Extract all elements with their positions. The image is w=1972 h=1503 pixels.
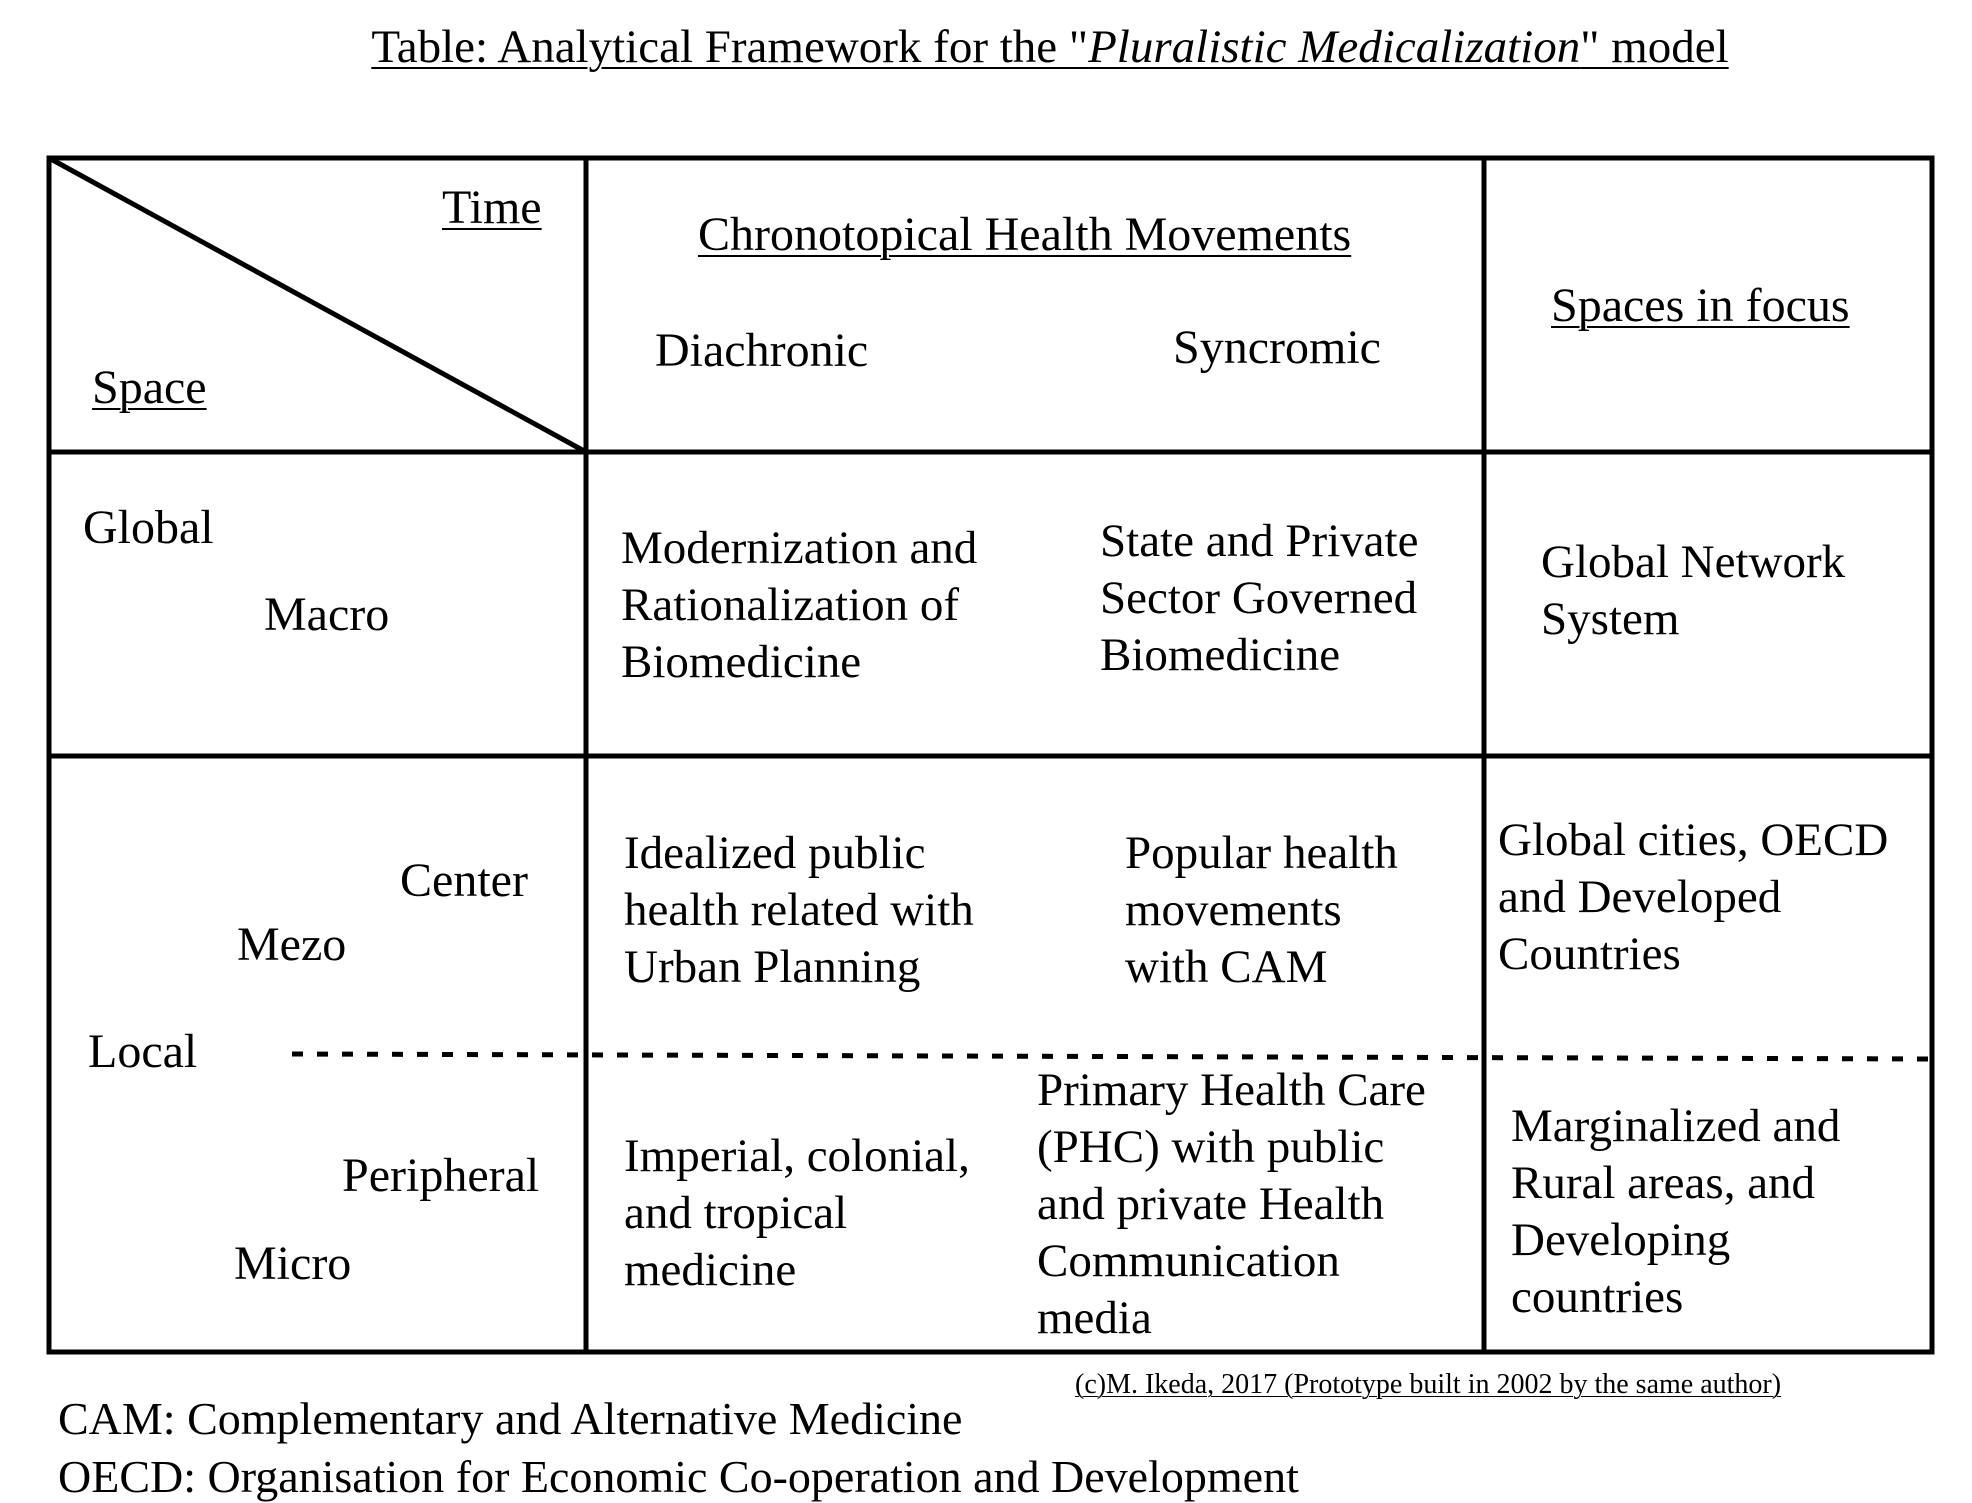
row-label-global: Global (83, 501, 214, 554)
cell-line: Sector Governed (1100, 572, 1418, 624)
cell-line: movements (1125, 884, 1342, 936)
corner-time-label: Time (442, 181, 542, 234)
row-label-micro: Micro (234, 1237, 352, 1290)
cell-line: medicine (624, 1244, 797, 1296)
row-label-center: Center (400, 854, 528, 907)
cell-line: Popular health (1125, 827, 1398, 879)
cell-line: countries (1511, 1271, 1684, 1323)
cell-line: Imperial, colonial, (624, 1130, 970, 1182)
corner-space-label: Space (92, 361, 207, 414)
cell-line: and tropical (624, 1187, 848, 1239)
cell-line: and Developed (1498, 871, 1782, 923)
cell-line: and private Health (1037, 1178, 1385, 1230)
footnote-cam: CAM: Complementary and Alternative Medicine (58, 1393, 963, 1444)
title-italic: Pluralistic Medicalization (1088, 21, 1581, 73)
cell-line: Communication (1037, 1235, 1340, 1287)
row-label-peripheral: Peripheral (342, 1149, 540, 1202)
cell-peripheral-spaces (1511, 1098, 1840, 1326)
cell-peripheral-syncromic (1037, 1062, 1426, 1347)
cell-line: Developing (1511, 1214, 1731, 1266)
cell-center-diachronic (624, 825, 974, 996)
cell-line: State and Private (1100, 515, 1419, 567)
title-suffix: " model (1580, 21, 1729, 73)
cell-line: media (1037, 1292, 1152, 1344)
row-label-macro: Macro (264, 588, 390, 641)
cell-line: health related with (624, 884, 974, 936)
cell-line: Primary Health Care (1037, 1064, 1426, 1116)
cell-line: (PHC) with public (1037, 1121, 1385, 1173)
cell-line: System (1541, 593, 1680, 645)
cell-line: Global cities, OECD (1498, 814, 1889, 866)
cell-line: Biomedicine (1100, 629, 1341, 681)
row-label-local: Local (88, 1025, 198, 1078)
header-chronotopical-movements: Chronotopical Health Movements (698, 208, 1352, 261)
cell-line: Rural areas, and (1511, 1157, 1816, 1209)
cell-line: Idealized public (624, 827, 926, 879)
cell-line: Global Network (1541, 536, 1846, 588)
cell-line: Marginalized and (1511, 1100, 1841, 1152)
header-diachronic: Diachronic (655, 324, 869, 377)
header-spaces-in-focus: Spaces in focus (1551, 279, 1850, 332)
cell-macro-diachronic (621, 520, 977, 691)
credit-line: (c)M. Ikeda, 2017 (Prototype built in 2002 by the same author) (1075, 1369, 1782, 1400)
cell-center-spaces (1498, 812, 1888, 983)
cell-line: Modernization and (621, 522, 978, 574)
cell-line: Countries (1498, 928, 1681, 980)
center-peripheral-dashed-divider (292, 1054, 1932, 1059)
cell-line: Rationalization of (621, 579, 960, 631)
cell-macro-spaces (1541, 534, 1845, 648)
cell-line: with CAM (1125, 941, 1328, 993)
cell-peripheral-diachronic (624, 1128, 970, 1299)
cell-macro-syncromic (1100, 513, 1418, 684)
footnote-oecd: OECD: Organisation for Economic Co-operation and Development (58, 1451, 1299, 1502)
header-syncromic: Syncromic (1173, 321, 1381, 374)
cell-line: Urban Planning (624, 941, 921, 993)
row-label-mezo: Mezo (237, 918, 347, 971)
cell-line: Biomedicine (621, 636, 862, 688)
title-prefix: Table: Analytical Framework for the " (371, 21, 1089, 73)
cell-center-syncromic (1125, 825, 1398, 996)
